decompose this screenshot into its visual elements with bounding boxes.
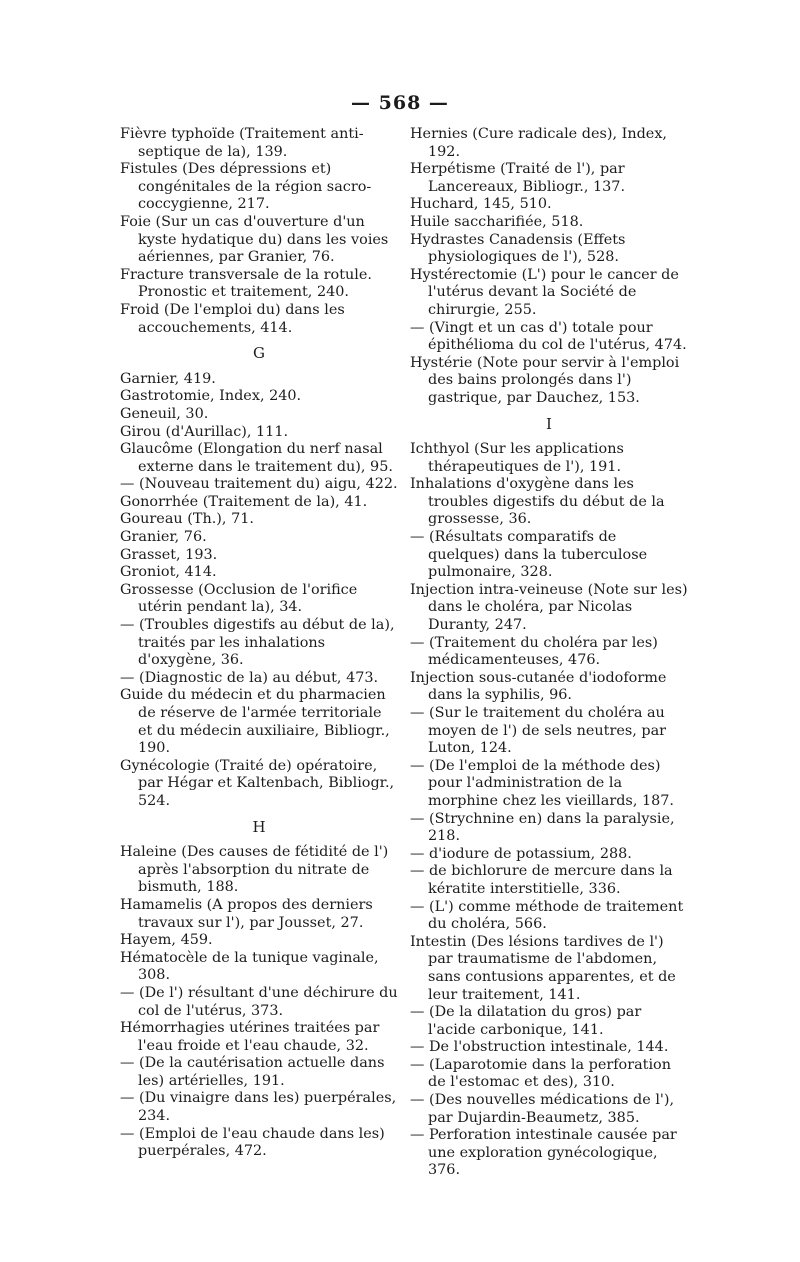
index-entry: — (Nouveau traitement du) aigu, 422. xyxy=(120,476,398,493)
index-entry: Hématocèle de la tunique vaginale, 308. xyxy=(120,949,379,984)
index-entry: Gastrotomie, Index, 240. xyxy=(120,388,302,405)
left-column xyxy=(120,126,398,1161)
page-number: — 568 — xyxy=(351,92,449,114)
index-entry: Hystérie (Note pour servir à l'emploi des bains prolongés dans l') gastrique, par Dauchez, 153. xyxy=(410,354,680,406)
index-entry: Gonorrhée (Traitement de la), 41. xyxy=(120,493,368,510)
index-entry: Glaucôme (Elongation du nerf nasal externe dans le traitement du), 95. xyxy=(120,441,393,475)
index-entry: — (Laparotomie dans la perforation de l'estomac et des), 310. xyxy=(410,1056,671,1091)
index-entry: Intestin (Des lésions tardives de l') par traumatisme de l'abdomen, sans contusions apparentes, et de leur traitement, 141. xyxy=(410,933,676,1003)
index-entry: — (Emploi de l'eau chaude dans les) puerpérales, 472. xyxy=(120,1125,385,1160)
index-entry: — (Résultats comparatifs de quelques) dans la tuberculose pulmonaire, 328. xyxy=(410,529,648,581)
index-entry: — (De la dilatation du gros) par l'acide carbonique, 141. xyxy=(410,1004,642,1038)
section-letter: G xyxy=(253,344,265,363)
index-entry: Hayem, 459. xyxy=(120,932,213,949)
index-entry: Girou (d'Aurillac), 111. xyxy=(120,423,289,440)
right-column xyxy=(410,126,688,1180)
index-entry: — (Diagnostic de la) au début, 473. xyxy=(120,669,379,686)
index-entry: Granier, 76. xyxy=(120,529,207,546)
index-entry: Grasset, 193. xyxy=(120,546,218,563)
index-entry: — (Des nouvelles médications de l'), par Dujardin-Beaumetz, 385. xyxy=(410,1092,675,1126)
index-entry: — (De l'emploi de la méthode des) pour l'administration de la morphine chez les vieillards, 187. xyxy=(410,757,675,809)
index-entry: Hamamelis (A propos des derniers travaux sur l'), par Jousset, 27. xyxy=(120,896,373,931)
index-entry: Fracture transversale de la rotule. Pronostic et traitement, 240. xyxy=(120,266,372,301)
index-entry: Hystérectomie (L') pour le cancer de l'utérus devant la Société de chirurgie, 255. xyxy=(410,266,679,318)
index-entry: Geneuil, 30. xyxy=(120,405,209,422)
index-entry: Haleine (Des causes de fétidité de l') après l'absorption du nitrate de bismuth, 188. xyxy=(120,844,389,896)
index-entry: — (Vingt et un cas d') totale pour épithélioma du col de l'utérus, 474. xyxy=(410,319,687,354)
index-entry: — (Du vinaigre dans les) puerpérales, 234. xyxy=(120,1090,397,1125)
index-entry: Fistules (Des dépressions et) congénitales de la région sacro-coccygienne, 217. xyxy=(120,161,372,213)
index-entry: — (Strychnine en) dans la paralysie, 218. xyxy=(410,810,675,845)
index-entry: Gynécologie (Traité de) opératoire, par Hégar et Kaltenbach, Bibliogr., 524. xyxy=(120,757,395,809)
index-entry: — (De la cautérisation actuelle dans les) artérielles, 191. xyxy=(120,1055,385,1089)
index-entry: Hernies (Cure radicale des), Index, 192. xyxy=(410,126,668,160)
index-entry: Injection sous-cutanée d'iodoforme dans la syphilis, 96. xyxy=(410,669,667,704)
index-entry: — (Traitement du choléra par les) médicamenteuses, 476. xyxy=(410,634,658,669)
index-entry: — (Troubles digestifs au début de la), traités par les inhalations d'oxygène, 36. xyxy=(120,617,395,669)
index-entry: — de bichlorure de mercure dans la kératite interstitielle, 336. xyxy=(410,863,673,897)
index-entry: — d'iodure de potassium, 288. xyxy=(410,845,632,862)
index-entry: Huchard, 145, 510. xyxy=(410,196,552,213)
index-entry: — (L') comme méthode de traitement du choléra, 566. xyxy=(410,898,684,933)
index-entry: Goureau (Th.), 71. xyxy=(120,511,254,528)
index-entry: Herpétisme (Traité de l'), par Lancereaux, Bibliogr., 137. xyxy=(410,161,626,195)
index-entry: — (De l') résultant d'une déchirure du col de l'utérus, 373. xyxy=(120,984,398,1019)
section-letter: I xyxy=(546,414,552,433)
index-entry: Inhalations d'oxygène dans les troubles digestifs du début de la grossesse, 36. xyxy=(410,476,665,528)
index-entry: Huile saccharifiée, 518. xyxy=(410,213,584,230)
index-entry: Hémorrhagies utérines traitées par l'eau froide et l'eau chaude, 32. xyxy=(120,1020,380,1054)
index-entry: Guide du médecin et du pharmacien de réserve de l'armée territoriale et du médecin auxiliaire, Bibliogr., 190. xyxy=(120,687,390,757)
index-entry: Garnier, 419. xyxy=(120,370,216,387)
index-entry: Froid (De l'emploi du) dans les accouchements, 414. xyxy=(120,301,345,336)
index-entry: — (Sur le traitement du choléra au moyen de l') de sels neutres, par Luton, 124. xyxy=(410,705,667,757)
index-entry: Hydrastes Canadensis (Effets physiologiques de l'), 528. xyxy=(410,231,626,266)
index-entry: — De l'obstruction intestinale, 144. xyxy=(410,1039,669,1056)
index-entry: Grossesse (Occlusion de l'orifice utérin pendant la), 34. xyxy=(120,581,358,616)
section-letter: H xyxy=(252,817,266,836)
index-entry: Foie (Sur un cas d'ouverture d'un kyste hydatique du) dans les voies aériennes, par Granier, 76. xyxy=(120,213,389,266)
index-entry: Injection intra-veineuse (Note sur les) dans le choléra, par Nicolas Duranty, 247. xyxy=(410,581,688,634)
index-entry: Ichthyol (Sur les applications thérapeutiques de l'), 191. xyxy=(410,441,624,475)
index-entry: Groniot, 414. xyxy=(120,564,217,581)
index-entry: — Perforation intestinale causée par une exploration gynécologique, 376. xyxy=(410,1127,677,1179)
index-entry: Fièvre typhoïde (Traitement anti-septique de la), 139. xyxy=(120,126,364,160)
